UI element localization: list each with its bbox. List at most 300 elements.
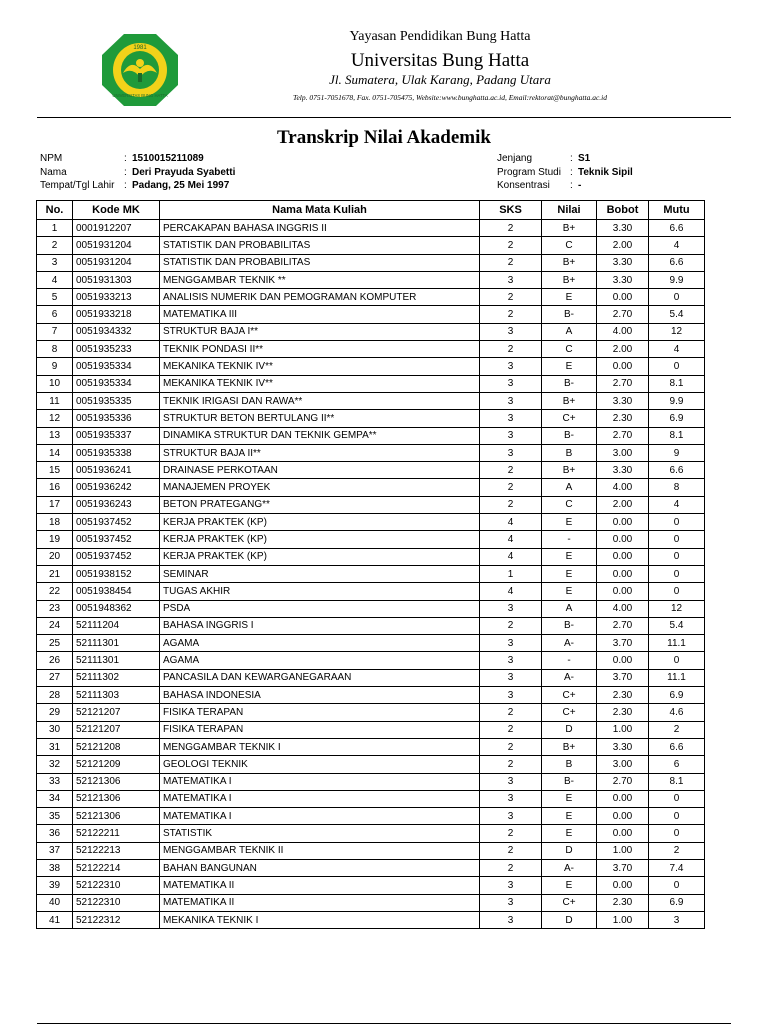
cell-course-name: MEKANIKA TEKNIK IV** bbox=[160, 375, 480, 392]
cell-points: 0 bbox=[649, 652, 705, 669]
cell-credits: 3 bbox=[480, 894, 542, 911]
cell-no: 5 bbox=[37, 289, 73, 306]
cell-weight: 2.70 bbox=[597, 773, 649, 790]
cell-no: 36 bbox=[37, 825, 73, 842]
cell-course-code: 0051935335 bbox=[73, 392, 160, 409]
cell-course-code: 0051931204 bbox=[73, 254, 160, 271]
table-row bbox=[37, 669, 705, 686]
cell-course-name: AGAMA bbox=[160, 652, 480, 669]
cell-course-name: AGAMA bbox=[160, 635, 480, 652]
cell-grade: A bbox=[542, 479, 597, 496]
cell-points: 8.1 bbox=[649, 773, 705, 790]
cell-weight: 0.00 bbox=[597, 358, 649, 375]
cell-credits: 2 bbox=[480, 704, 542, 721]
cell-weight: 4.00 bbox=[597, 600, 649, 617]
cell-credits: 4 bbox=[480, 548, 542, 565]
cell-no: 14 bbox=[37, 444, 73, 461]
cell-course-name: PERCAKAPAN BAHASA INGGRIS II bbox=[160, 220, 480, 237]
cell-weight: 4.00 bbox=[597, 323, 649, 340]
cell-weight: 3.30 bbox=[597, 392, 649, 409]
cell-no: 22 bbox=[37, 583, 73, 600]
table-row bbox=[37, 237, 705, 254]
cell-grade: E bbox=[542, 790, 597, 807]
cell-course-name: FISIKA TERAPAN bbox=[160, 704, 480, 721]
cell-points: 0 bbox=[649, 825, 705, 842]
cell-no: 1 bbox=[37, 220, 73, 237]
cell-credits: 2 bbox=[480, 756, 542, 773]
table-row bbox=[37, 911, 705, 928]
npm-label: NPM bbox=[40, 153, 63, 164]
cell-course-code: 52111302 bbox=[73, 669, 160, 686]
cell-course-name: MATEMATIKA I bbox=[160, 808, 480, 825]
cell-weight: 0.00 bbox=[597, 548, 649, 565]
cell-no: 37 bbox=[37, 842, 73, 859]
cell-course-name: STRUKTUR BAJA I** bbox=[160, 323, 480, 340]
cell-course-code: 52122211 bbox=[73, 825, 160, 842]
university-address: Jl. Sumatera, Ulak Karang, Padang Utara bbox=[329, 72, 551, 87]
table-row bbox=[37, 271, 705, 288]
cell-course-name: PANCASILA DAN KEWARGANEGARAAN bbox=[160, 669, 480, 686]
cell-course-code: 0051931303 bbox=[73, 271, 160, 288]
cell-grade: E bbox=[542, 583, 597, 600]
cell-no: 32 bbox=[37, 756, 73, 773]
cell-course-code: 0051938454 bbox=[73, 583, 160, 600]
cell-credits: 4 bbox=[480, 514, 542, 531]
cell-weight: 3.70 bbox=[597, 635, 649, 652]
cell-weight: 0.00 bbox=[597, 790, 649, 807]
cell-course-name: TUGAS AKHIR bbox=[160, 583, 480, 600]
cell-points: 0 bbox=[649, 583, 705, 600]
cell-course-code: 52111301 bbox=[73, 635, 160, 652]
cell-credits: 3 bbox=[480, 444, 542, 461]
cell-no: 18 bbox=[37, 514, 73, 531]
cell-credits: 2 bbox=[480, 254, 542, 271]
table-row bbox=[37, 306, 705, 323]
cell-credits: 2 bbox=[480, 738, 542, 755]
cell-no: 19 bbox=[37, 531, 73, 548]
cell-credits: 3 bbox=[480, 687, 542, 704]
cell-weight: 4.00 bbox=[597, 479, 649, 496]
cell-no: 27 bbox=[37, 669, 73, 686]
table-row bbox=[37, 652, 705, 669]
birth-value: Padang, 25 Mei 1997 bbox=[132, 180, 230, 191]
cell-credits: 3 bbox=[480, 911, 542, 928]
cell-course-name: KERJA PRAKTEK (KP) bbox=[160, 514, 480, 531]
table-row bbox=[37, 842, 705, 859]
university-logo bbox=[101, 33, 179, 107]
cell-weight: 2.00 bbox=[597, 496, 649, 513]
cell-course-code: 0051933213 bbox=[73, 289, 160, 306]
header-course-name: Nama Mata Kuliah bbox=[160, 201, 480, 220]
cell-grade: B+ bbox=[542, 738, 597, 755]
cell-credits: 3 bbox=[480, 790, 542, 807]
table-row bbox=[37, 635, 705, 652]
cell-course-code: 0051931204 bbox=[73, 237, 160, 254]
program-value: Teknik Sipil bbox=[578, 166, 633, 178]
cell-no: 34 bbox=[37, 790, 73, 807]
cell-course-code: 52122312 bbox=[73, 911, 160, 928]
cell-grade: A bbox=[542, 323, 597, 340]
grades-table-body bbox=[37, 220, 705, 929]
concentration-value: - bbox=[578, 180, 582, 191]
cell-grade: E bbox=[542, 358, 597, 375]
cell-credits: 2 bbox=[480, 306, 542, 323]
table-row bbox=[37, 531, 705, 548]
cell-grade: B bbox=[542, 444, 597, 461]
cell-points: 4 bbox=[649, 341, 705, 358]
cell-weight: 3.30 bbox=[597, 462, 649, 479]
table-row bbox=[37, 358, 705, 375]
cell-weight: 3.70 bbox=[597, 669, 649, 686]
cell-points: 4 bbox=[649, 237, 705, 254]
cell-points: 12 bbox=[649, 600, 705, 617]
cell-points: 0 bbox=[649, 565, 705, 582]
cell-grade: - bbox=[542, 531, 597, 548]
cell-credits: 3 bbox=[480, 808, 542, 825]
cell-grade: B+ bbox=[542, 462, 597, 479]
student-info-right: Jenjang : S1 Program Studi : Teknik Sipil Konsentrasi : - bbox=[497, 153, 633, 191]
table-row bbox=[37, 341, 705, 358]
header-credits: SKS bbox=[480, 201, 542, 220]
cell-course-code: 0051935336 bbox=[73, 410, 160, 427]
cell-grade: C bbox=[542, 496, 597, 513]
table-row bbox=[37, 254, 705, 271]
cell-points: 6.6 bbox=[649, 254, 705, 271]
cell-points: 4.6 bbox=[649, 704, 705, 721]
cell-course-code: 0051935337 bbox=[73, 427, 160, 444]
cell-weight: 2.70 bbox=[597, 617, 649, 634]
cell-points: 0 bbox=[649, 548, 705, 565]
cell-grade: B- bbox=[542, 306, 597, 323]
cell-weight: 0.00 bbox=[597, 514, 649, 531]
cell-course-code: 52121306 bbox=[73, 773, 160, 790]
cell-credits: 3 bbox=[480, 652, 542, 669]
table-row bbox=[37, 894, 705, 911]
npm-value: 1510015211089 bbox=[132, 153, 204, 164]
cell-course-name: STATISTIK bbox=[160, 825, 480, 842]
cell-points: 0 bbox=[649, 289, 705, 306]
table-row bbox=[37, 220, 705, 237]
cell-course-name: DRAINASE PERKOTAAN bbox=[160, 462, 480, 479]
cell-credits: 3 bbox=[480, 410, 542, 427]
table-row bbox=[37, 583, 705, 600]
cell-points: 11.1 bbox=[649, 669, 705, 686]
cell-points: 6 bbox=[649, 756, 705, 773]
table-row bbox=[37, 289, 705, 306]
cell-course-code: 0051935334 bbox=[73, 375, 160, 392]
cell-no: 33 bbox=[37, 773, 73, 790]
cell-credits: 3 bbox=[480, 375, 542, 392]
cell-no: 25 bbox=[37, 635, 73, 652]
table-row bbox=[37, 704, 705, 721]
cell-points: 5.4 bbox=[649, 617, 705, 634]
cell-points: 9.9 bbox=[649, 392, 705, 409]
cell-weight: 0.00 bbox=[597, 877, 649, 894]
header-divider bbox=[37, 117, 731, 118]
cell-credits: 4 bbox=[480, 531, 542, 548]
cell-course-name: STRUKTUR BAJA II** bbox=[160, 444, 480, 461]
cell-weight: 0.00 bbox=[597, 583, 649, 600]
cell-credits: 2 bbox=[480, 825, 542, 842]
cell-points: 7.4 bbox=[649, 859, 705, 876]
logo-year: 1981 bbox=[133, 45, 147, 51]
cell-weight: 0.00 bbox=[597, 808, 649, 825]
cell-points: 6.9 bbox=[649, 687, 705, 704]
cell-credits: 2 bbox=[480, 496, 542, 513]
cell-course-code: 0051936241 bbox=[73, 462, 160, 479]
student-info-left: NPM : 1510015211089 Nama : Deri Prayuda Syabetti Tempat/Tgl Lahir : Padang, 25 Mei 1997 bbox=[40, 153, 236, 191]
cell-weight: 1.00 bbox=[597, 842, 649, 859]
cell-points: 0 bbox=[649, 877, 705, 894]
cell-points: 0 bbox=[649, 808, 705, 825]
cell-points: 0 bbox=[649, 531, 705, 548]
table-row bbox=[37, 548, 705, 565]
cell-grade: B- bbox=[542, 427, 597, 444]
cell-course-name: TEKNIK IRIGASI DAN RAWA** bbox=[160, 392, 480, 409]
cell-points: 8.1 bbox=[649, 375, 705, 392]
cell-credits: 2 bbox=[480, 289, 542, 306]
cell-credits: 2 bbox=[480, 617, 542, 634]
cell-grade: E bbox=[542, 514, 597, 531]
cell-weight: 2.30 bbox=[597, 894, 649, 911]
table-row bbox=[37, 756, 705, 773]
cell-course-code: 0051937452 bbox=[73, 514, 160, 531]
cell-grade: B bbox=[542, 756, 597, 773]
cell-credits: 3 bbox=[480, 600, 542, 617]
cell-credits: 2 bbox=[480, 859, 542, 876]
cell-points: 9 bbox=[649, 444, 705, 461]
cell-no: 20 bbox=[37, 548, 73, 565]
cell-points: 6.6 bbox=[649, 738, 705, 755]
cell-no: 31 bbox=[37, 738, 73, 755]
cell-course-name: TEKNIK PONDASI II** bbox=[160, 341, 480, 358]
cell-no: 39 bbox=[37, 877, 73, 894]
cell-course-code: 0051933218 bbox=[73, 306, 160, 323]
cell-points: 11.1 bbox=[649, 635, 705, 652]
cell-weight: 1.00 bbox=[597, 911, 649, 928]
cell-no: 28 bbox=[37, 687, 73, 704]
cell-weight: 0.00 bbox=[597, 531, 649, 548]
cell-course-code: 52121209 bbox=[73, 756, 160, 773]
birth-label: Tempat/Tgl Lahir bbox=[40, 180, 115, 191]
cell-course-name: MENGGAMBAR TEKNIK II bbox=[160, 842, 480, 859]
cell-weight: 3.30 bbox=[597, 738, 649, 755]
cell-course-code: 52111303 bbox=[73, 687, 160, 704]
cell-grade: B+ bbox=[542, 220, 597, 237]
table-row bbox=[37, 773, 705, 790]
cell-grade: D bbox=[542, 721, 597, 738]
header-weight: Bobot bbox=[597, 201, 649, 220]
cell-credits: 2 bbox=[480, 237, 542, 254]
document-title: Transkrip Nilai Akademik bbox=[277, 127, 491, 148]
cell-grade: B- bbox=[542, 773, 597, 790]
cell-no: 15 bbox=[37, 462, 73, 479]
cell-grade: B- bbox=[542, 375, 597, 392]
cell-grade: C+ bbox=[542, 894, 597, 911]
cell-course-code: 0051938152 bbox=[73, 565, 160, 582]
cell-course-code: 52122213 bbox=[73, 842, 160, 859]
cell-credits: 3 bbox=[480, 271, 542, 288]
cell-weight: 2.70 bbox=[597, 427, 649, 444]
cell-course-code: 52121207 bbox=[73, 704, 160, 721]
cell-points: 3 bbox=[649, 911, 705, 928]
cell-weight: 0.00 bbox=[597, 825, 649, 842]
cell-grade: C bbox=[542, 341, 597, 358]
cell-grade: B- bbox=[542, 617, 597, 634]
cell-grade: C bbox=[542, 237, 597, 254]
cell-no: 16 bbox=[37, 479, 73, 496]
university-name: Universitas Bung Hatta bbox=[350, 50, 530, 71]
cell-no: 7 bbox=[37, 323, 73, 340]
cell-points: 12 bbox=[649, 323, 705, 340]
cell-credits: 3 bbox=[480, 773, 542, 790]
cell-course-name: STATISTIK DAN PROBABILITAS bbox=[160, 254, 480, 271]
cell-grade: E bbox=[542, 808, 597, 825]
cell-credits: 3 bbox=[480, 427, 542, 444]
cell-points: 6.9 bbox=[649, 894, 705, 911]
table-row bbox=[37, 479, 705, 496]
table-row bbox=[37, 790, 705, 807]
concentration-label: Konsentrasi bbox=[497, 180, 550, 191]
cell-no: 4 bbox=[37, 271, 73, 288]
cell-credits: 2 bbox=[480, 842, 542, 859]
cell-course-code: 52121207 bbox=[73, 721, 160, 738]
cell-grade: - bbox=[542, 652, 597, 669]
name-label: Nama bbox=[40, 166, 67, 178]
cell-course-code: 0051935233 bbox=[73, 341, 160, 358]
table-row bbox=[37, 738, 705, 755]
cell-course-name: DINAMIKA STRUKTUR DAN TEKNIK GEMPA** bbox=[160, 427, 480, 444]
cell-course-name: MATEMATIKA II bbox=[160, 894, 480, 911]
cell-points: 9.9 bbox=[649, 271, 705, 288]
cell-course-code: 0051948362 bbox=[73, 600, 160, 617]
cell-no: 12 bbox=[37, 410, 73, 427]
cell-course-code: 52111301 bbox=[73, 652, 160, 669]
cell-points: 4 bbox=[649, 496, 705, 513]
cell-credits: 2 bbox=[480, 220, 542, 237]
cell-grade: D bbox=[542, 911, 597, 928]
cell-course-name: MATEMATIKA I bbox=[160, 790, 480, 807]
cell-course-code: 52122214 bbox=[73, 859, 160, 876]
cell-course-name: STATISTIK DAN PROBABILITAS bbox=[160, 237, 480, 254]
table-row bbox=[37, 617, 705, 634]
cell-weight: 2.70 bbox=[597, 306, 649, 323]
cell-no: 11 bbox=[37, 392, 73, 409]
cell-course-code: 52122310 bbox=[73, 877, 160, 894]
cell-credits: 3 bbox=[480, 323, 542, 340]
cell-weight: 0.00 bbox=[597, 652, 649, 669]
cell-course-code: 0051935334 bbox=[73, 358, 160, 375]
cell-no: 38 bbox=[37, 859, 73, 876]
table-row bbox=[37, 392, 705, 409]
table-row bbox=[37, 444, 705, 461]
cell-no: 26 bbox=[37, 652, 73, 669]
cell-grade: C+ bbox=[542, 687, 597, 704]
table-row bbox=[37, 323, 705, 340]
cell-course-name: MATEMATIKA II bbox=[160, 877, 480, 894]
cell-course-code: 0051937452 bbox=[73, 531, 160, 548]
table-row bbox=[37, 496, 705, 513]
cell-points: 2 bbox=[649, 721, 705, 738]
cell-credits: 3 bbox=[480, 392, 542, 409]
cell-no: 13 bbox=[37, 427, 73, 444]
cell-grade: A- bbox=[542, 669, 597, 686]
cell-grade: E bbox=[542, 548, 597, 565]
cell-course-name: STRUKTUR BETON BERTULANG II** bbox=[160, 410, 480, 427]
cell-grade: A bbox=[542, 600, 597, 617]
cell-grade: C+ bbox=[542, 704, 597, 721]
cell-course-name: SEMINAR bbox=[160, 565, 480, 582]
cell-credits: 4 bbox=[480, 583, 542, 600]
cell-weight: 2.30 bbox=[597, 704, 649, 721]
cell-weight: 0.00 bbox=[597, 565, 649, 582]
cell-weight: 2.00 bbox=[597, 237, 649, 254]
cell-course-name: BAHAN BANGUNAN bbox=[160, 859, 480, 876]
cell-weight: 2.70 bbox=[597, 375, 649, 392]
table-row bbox=[37, 375, 705, 392]
cell-points: 6.6 bbox=[649, 220, 705, 237]
cell-no: 21 bbox=[37, 565, 73, 582]
cell-course-name: MENGGAMBAR TEKNIK ** bbox=[160, 271, 480, 288]
cell-course-code: 52122310 bbox=[73, 894, 160, 911]
cell-credits: 3 bbox=[480, 358, 542, 375]
cell-course-name: KERJA PRAKTEK (KP) bbox=[160, 531, 480, 548]
level-value: S1 bbox=[578, 153, 591, 164]
table-row bbox=[37, 410, 705, 427]
cell-no: 23 bbox=[37, 600, 73, 617]
cell-course-code: 0051936242 bbox=[73, 479, 160, 496]
cell-points: 0 bbox=[649, 790, 705, 807]
cell-course-code: 52121208 bbox=[73, 738, 160, 755]
cell-course-name: BETON PRATEGANG** bbox=[160, 496, 480, 513]
cell-grade: A- bbox=[542, 635, 597, 652]
cell-course-name: BAHASA INGGRIS I bbox=[160, 617, 480, 634]
cell-credits: 2 bbox=[480, 341, 542, 358]
cell-course-name: KERJA PRAKTEK (KP) bbox=[160, 548, 480, 565]
table-row bbox=[37, 825, 705, 842]
cell-course-code: 52121306 bbox=[73, 790, 160, 807]
cell-points: 5.4 bbox=[649, 306, 705, 323]
cell-points: 2 bbox=[649, 842, 705, 859]
cell-course-code: 0051935338 bbox=[73, 444, 160, 461]
cell-course-name: GEOLOGI TEKNIK bbox=[160, 756, 480, 773]
table-row bbox=[37, 565, 705, 582]
cell-credits: 1 bbox=[480, 565, 542, 582]
cell-weight: 3.70 bbox=[597, 859, 649, 876]
table-row bbox=[37, 877, 705, 894]
cell-credits: 2 bbox=[480, 721, 542, 738]
cell-course-code: 0051937452 bbox=[73, 548, 160, 565]
cell-grade: B+ bbox=[542, 392, 597, 409]
grades-table bbox=[36, 200, 705, 929]
cell-course-name: FISIKA TERAPAN bbox=[160, 721, 480, 738]
cell-course-code: 0051934332 bbox=[73, 323, 160, 340]
cell-credits: 2 bbox=[480, 479, 542, 496]
cell-credits: 3 bbox=[480, 635, 542, 652]
cell-no: 30 bbox=[37, 721, 73, 738]
cell-no: 41 bbox=[37, 911, 73, 928]
cell-weight: 3.30 bbox=[597, 254, 649, 271]
header-course-code: Kode MK bbox=[73, 201, 160, 220]
cell-no: 10 bbox=[37, 375, 73, 392]
level-label: Jenjang bbox=[497, 153, 533, 164]
cell-course-name: BAHASA INDONESIA bbox=[160, 687, 480, 704]
cell-no: 3 bbox=[37, 254, 73, 271]
cell-course-code: 52111204 bbox=[73, 617, 160, 634]
cell-course-code: 0001912207 bbox=[73, 220, 160, 237]
cell-points: 0 bbox=[649, 358, 705, 375]
cell-grade: C+ bbox=[542, 410, 597, 427]
